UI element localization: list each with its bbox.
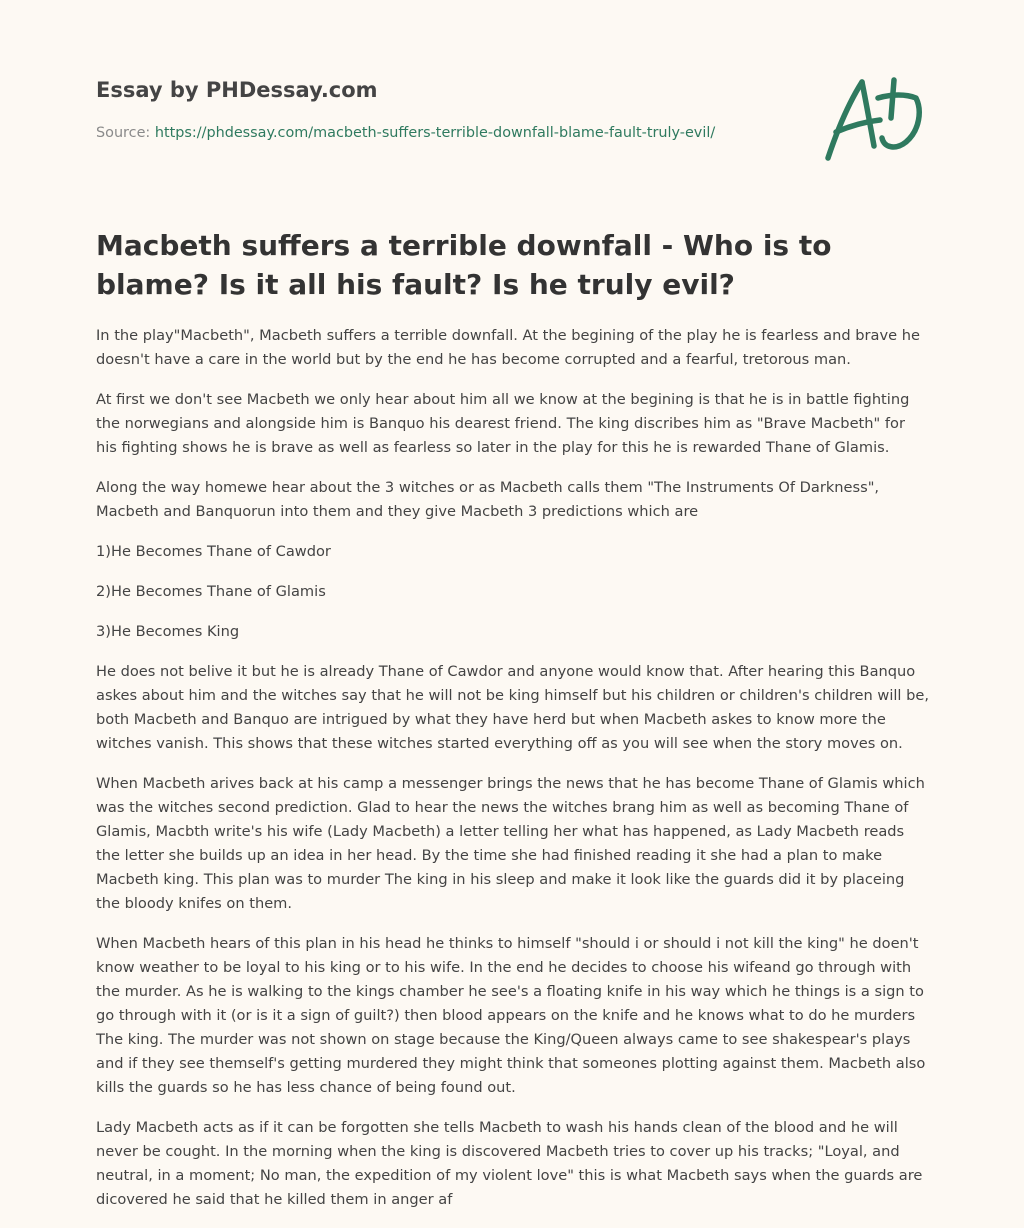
- essay-list-item: 3)He Becomes King: [96, 623, 240, 640]
- essay-paragraph: Lady Macbeth acts as if it can be forgotten she tells Macbeth to wash his hands clean of the blood and he will never be cought. In the morning when the king is discovered Macbeth tries to cover up his tracks; "Loyal, and neutral, in a moment; No man, the expedition of my violent love" this is what Macbeth says when the guards are dicovered he said that he killed them in anger af: [96, 1119, 923, 1208]
- site-name: Essay by PHDessay.com: [96, 78, 378, 102]
- essay-page: [96, 0, 930, 1208]
- essay-paragraph: In the play"Macbeth", Macbeth suffers a terrible downfall. At the begining of the play he is fearless and brave he doesn't have a care in the world but by the end he has become corrupted and a fearful, tretorous man.: [96, 327, 920, 368]
- essay-paragraph: When Macbeth hears of this plan in his head he thinks to himself "should i or should i not kill the king" he doen't know weather to be loyal to his king or to his wife. In the end he decides to choose his wifeand go through with the murder. As he is walking to the kings chamber he see's a floating knife in his way which he things is a sign to go through with it (or is it a sign of guilt?) then blood appears on the knife and he knows what to do he murders The king. The murder was not shown on stage because the King/Queen always came to see shakespear's plays and if they see themself's getting murdered they might think that someones plotting against them. Macbeth also kills the guards so he has less chance of being found out.: [96, 935, 926, 1096]
- source-link[interactable]: https://phdessay.com/macbeth-suffers-terrible-downfall-blame-fault-truly-evil/: [154, 125, 716, 141]
- source-line: [96, 123, 715, 143]
- site-header: [96, 0, 930, 200]
- essay-list-item: 1)He Becomes Thane of Cawdor: [96, 543, 331, 560]
- source-label: Source:: [96, 125, 155, 141]
- a-plus-grade-icon: [822, 68, 924, 164]
- essay-body: [96, 324, 930, 1228]
- essay-list-item: 2)He Becomes Thane of Glamis: [96, 583, 326, 600]
- essay-paragraph: Along the way homewe hear about the 3 witches or as Macbeth calls them "The Instruments Of Darkness", Macbeth and Banquorun into them and they give Macbeth 3 predictions which are: [96, 479, 880, 520]
- essay-paragraph: At first we don't see Macbeth we only hear about him all we know at the begining is that he is in battle fighting the norwegians and alongside him is Banquo his dearest friend. The king discribes him as "Brave Macbeth" for his fighting shows he is brave as well as fearless so later in the play for this he is rewarded Thane of Glamis.: [96, 391, 910, 456]
- essay-title: Macbeth suffers a terrible downfall - Who is to blame? Is it all his fault? Is he truly evil?: [96, 229, 832, 301]
- essay-paragraph: He does not belive it but he is already Thane of Cawdor and anyone would know that. After hearing this Banquo askes about him and the witches say that he will not be king himself but his children or children's children will be, both Macbeth and Banquo are intrigued by what they have herd but when Macbeth askes to know more the witches vanish. This shows that these witches started everything off as you will see when the story moves on.: [96, 663, 930, 752]
- essay-paragraph: When Macbeth arives back at his camp a messenger brings the news that he has become Thane of Glamis which was the witches second prediction. Glad to hear the news the witches brang him as well as becoming Thane of Glamis, Macbth write's his wife (Lady Macbeth) a letter telling her what has happened, as Lady Macbeth reads the letter she builds up an idea in her head. By the time she had finished reading it she had a plan to make Macbeth king. This plan was to murder The king in his sleep and make it look like the guards did it by placeing the bloody knifes on them.: [96, 775, 925, 912]
